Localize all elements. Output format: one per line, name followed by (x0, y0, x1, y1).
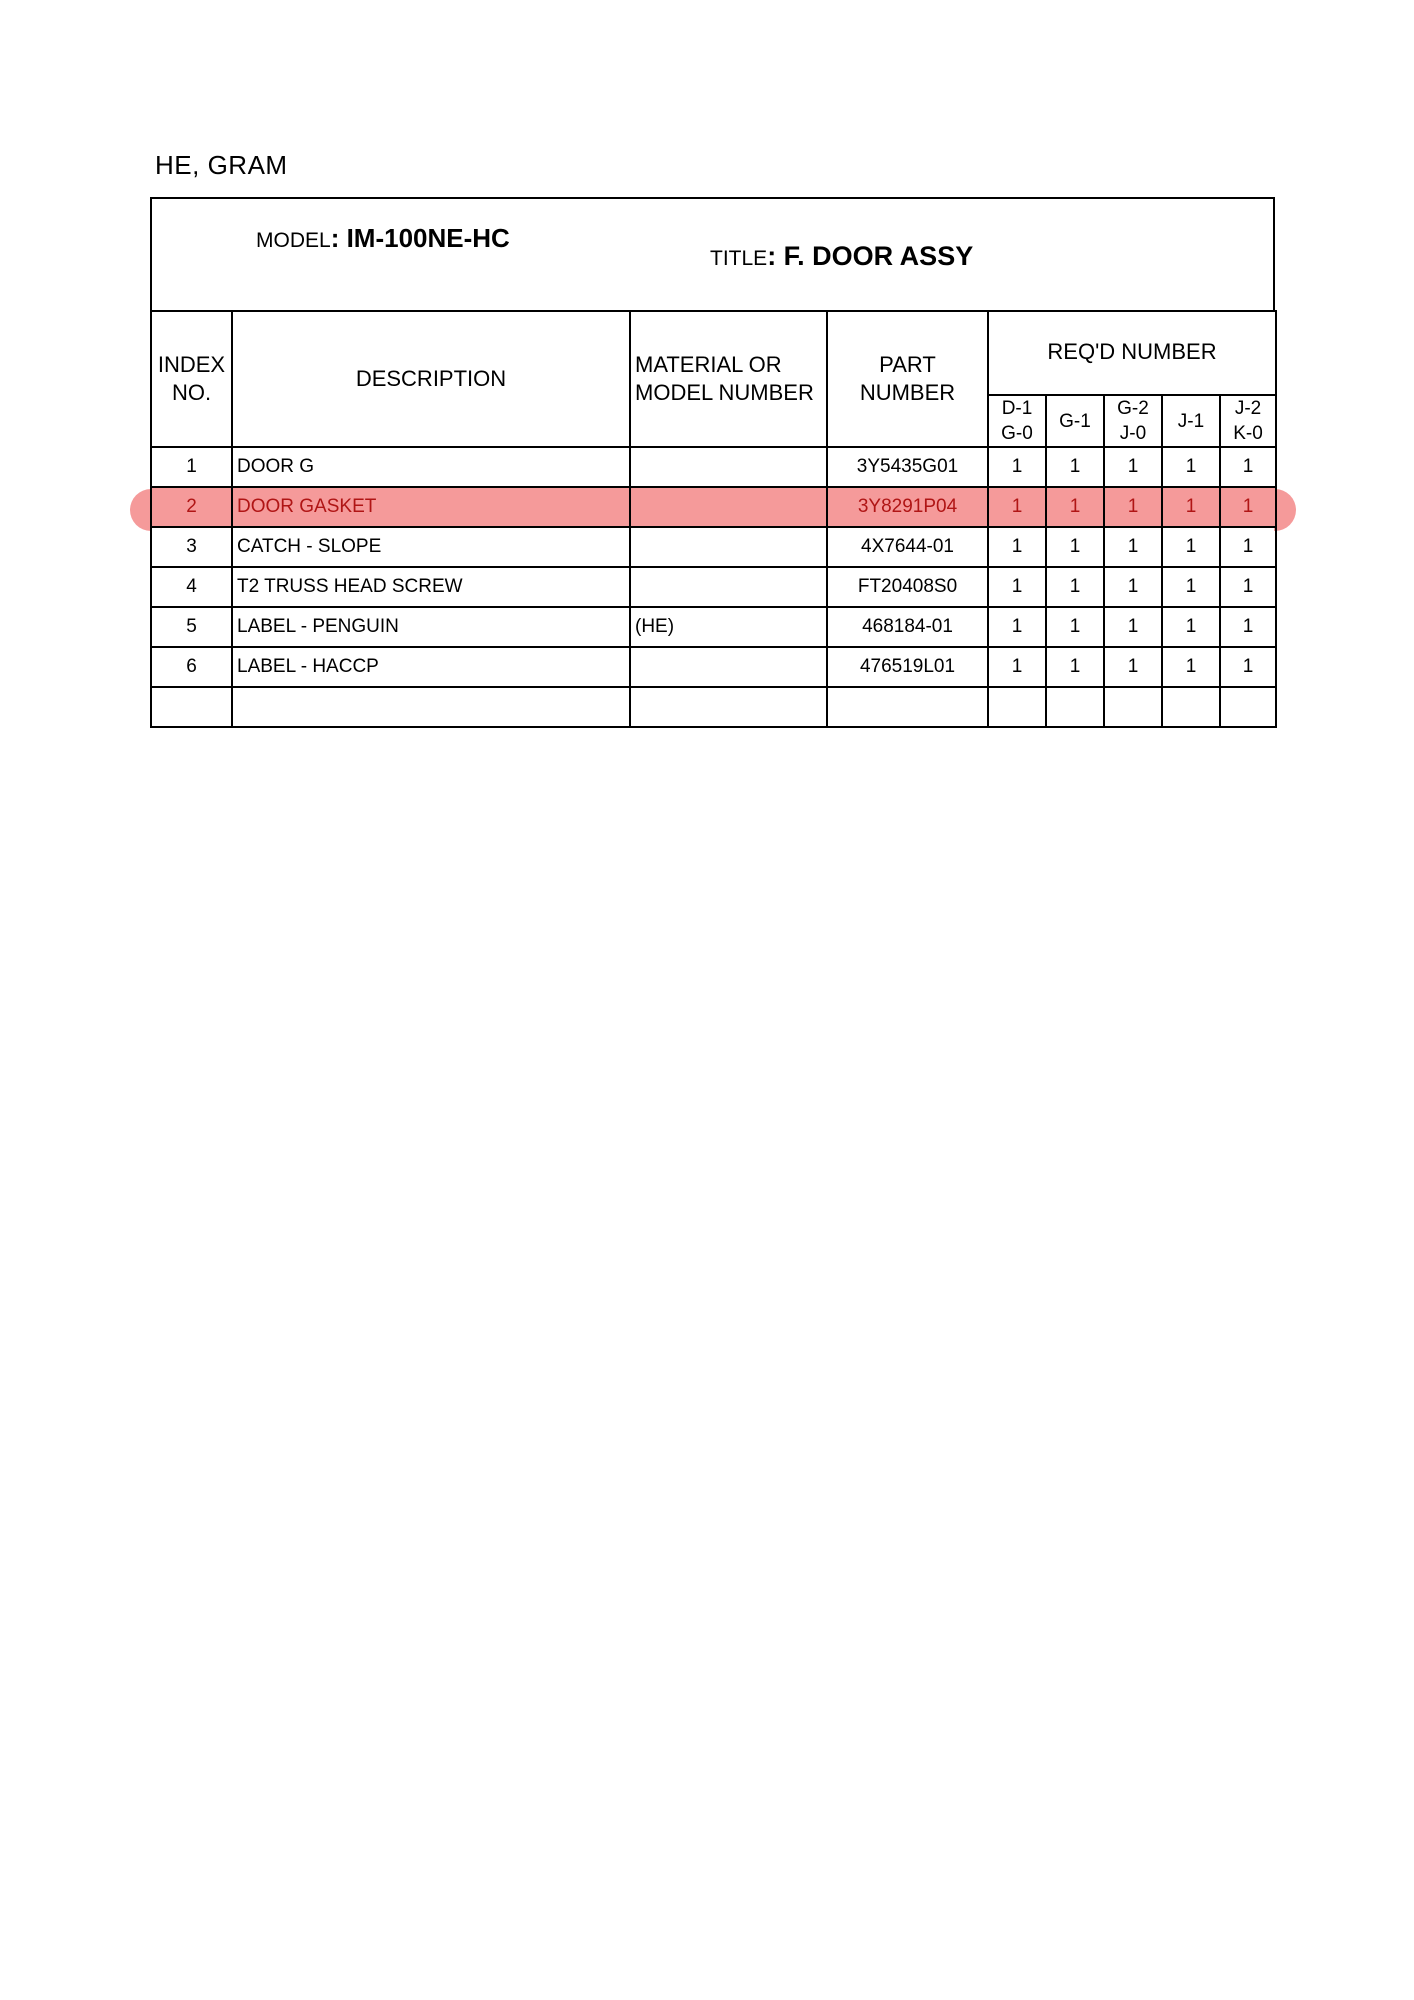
parts-sheet (150, 197, 1275, 728)
qty-cell: 1 (988, 487, 1046, 527)
qty-cell (1046, 687, 1104, 727)
reqd-col-g2-j0 (1104, 395, 1162, 447)
description-cell: DOOR GASKET (232, 487, 630, 527)
qty-cell: 1 (1104, 527, 1162, 567)
index-cell: 4 (151, 567, 232, 607)
part-number-header (827, 311, 988, 447)
reqd-col-j2-k0 (1220, 395, 1276, 447)
table-row (151, 527, 1276, 567)
qty-cell: 1 (1220, 487, 1276, 527)
index-cell: 6 (151, 647, 232, 687)
material-cell (630, 687, 827, 727)
part-header-line2: NUMBER (859, 380, 956, 405)
material-cell (630, 447, 827, 487)
description-cell: T2 TRUSS HEAD SCREW (232, 567, 630, 607)
part-number-cell: 468184-01 (827, 607, 988, 647)
table-row-highlighted (151, 487, 1276, 527)
reqd-sub-line2: J-0 (1119, 423, 1147, 444)
description-cell (232, 687, 630, 727)
material-cell: (HE) (630, 607, 827, 647)
material-header-line2: MODEL NUMBER (635, 380, 814, 405)
part-number-cell: FT20408S0 (827, 567, 988, 607)
reqd-col-j1 (1162, 395, 1220, 447)
qty-cell: 1 (1220, 447, 1276, 487)
material-cell (630, 567, 827, 607)
index-header-line2: NO. (171, 380, 212, 405)
qty-cell: 1 (1104, 487, 1162, 527)
qty-cell: 1 (1046, 607, 1104, 647)
index-header (151, 311, 232, 447)
title-value: : F. DOOR ASSY (767, 241, 974, 271)
index-cell: 2 (151, 487, 232, 527)
material-cell (630, 487, 827, 527)
material-header-line1: MATERIAL OR (635, 352, 782, 377)
qty-cell: 1 (1162, 487, 1220, 527)
qty-cell: 1 (1104, 447, 1162, 487)
qty-cell (988, 687, 1046, 727)
title-line (710, 241, 973, 272)
table-row (151, 447, 1276, 487)
qty-cell: 1 (1220, 607, 1276, 647)
qty-cell: 1 (988, 607, 1046, 647)
qty-cell: 1 (1104, 567, 1162, 607)
reqd-sub-line2: K-0 (1233, 423, 1263, 444)
qty-cell: 1 (988, 447, 1046, 487)
index-cell: 1 (151, 447, 232, 487)
qty-cell (1104, 687, 1162, 727)
material-cell (630, 647, 827, 687)
qty-cell: 1 (1162, 647, 1220, 687)
part-number-cell (827, 687, 988, 727)
description-header-label: DESCRIPTION (355, 366, 507, 391)
material-header (630, 311, 827, 447)
title-block (150, 197, 1275, 310)
reqd-number-label: REQ'D NUMBER (1047, 339, 1217, 364)
reqd-number-header (988, 311, 1276, 395)
part-number-cell: 4X7644-01 (827, 527, 988, 567)
title-label: TITLE (710, 247, 768, 270)
part-number-cell: 3Y5435G01 (827, 447, 988, 487)
reqd-col-d1-g0 (988, 395, 1046, 447)
table-row-empty (151, 687, 1276, 727)
qty-cell: 1 (1162, 447, 1220, 487)
part-number-cell: 476519L01 (827, 647, 988, 687)
qty-cell: 1 (1046, 447, 1104, 487)
index-cell: 5 (151, 607, 232, 647)
description-cell: LABEL - PENGUIN (232, 607, 630, 647)
table-row (151, 607, 1276, 647)
index-cell (151, 687, 232, 727)
row-highlight-right-cap (1274, 489, 1296, 531)
qty-cell: 1 (1104, 607, 1162, 647)
qty-cell: 1 (1046, 527, 1104, 567)
qty-cell: 1 (1104, 647, 1162, 687)
qty-cell: 1 (1220, 567, 1276, 607)
index-header-line1: INDEX (157, 352, 226, 377)
model-line (256, 223, 510, 254)
description-cell: CATCH - SLOPE (232, 527, 630, 567)
qty-cell (1220, 687, 1276, 727)
qty-cell: 1 (1046, 647, 1104, 687)
description-header (232, 311, 630, 447)
reqd-sub-line1: J-2 (1234, 398, 1262, 419)
qty-cell: 1 (1220, 527, 1276, 567)
reqd-col-g1 (1046, 395, 1104, 447)
reqd-sub-line2: G-0 (1001, 423, 1033, 444)
description-cell: DOOR G (232, 447, 630, 487)
index-cell: 3 (151, 527, 232, 567)
qty-cell: 1 (1046, 567, 1104, 607)
table-row (151, 647, 1276, 687)
part-number-cell: 3Y8291P04 (827, 487, 988, 527)
qty-cell: 1 (1162, 607, 1220, 647)
part-header-line1: PART (879, 352, 936, 377)
qty-cell: 1 (1162, 567, 1220, 607)
model-value: : IM-100NE-HC (330, 223, 510, 253)
material-cell (630, 527, 827, 567)
reqd-sub-line1: J-1 (1177, 410, 1205, 432)
row-highlight-left-cap (130, 489, 152, 531)
parts-table (150, 310, 1277, 728)
reqd-sub-line1: G-1 (1059, 410, 1091, 432)
page-header: HE, GRAM (155, 150, 288, 180)
qty-cell (1162, 687, 1220, 727)
reqd-sub-line1: G-2 (1117, 398, 1149, 419)
qty-cell: 1 (1220, 647, 1276, 687)
model-label: MODEL (256, 229, 331, 252)
table-row (151, 567, 1276, 607)
qty-cell: 1 (988, 647, 1046, 687)
qty-cell: 1 (988, 567, 1046, 607)
qty-cell: 1 (1162, 527, 1220, 567)
qty-cell: 1 (988, 527, 1046, 567)
qty-cell: 1 (1046, 487, 1104, 527)
description-cell: LABEL - HACCP (232, 647, 630, 687)
reqd-sub-line1: D-1 (1001, 398, 1033, 419)
